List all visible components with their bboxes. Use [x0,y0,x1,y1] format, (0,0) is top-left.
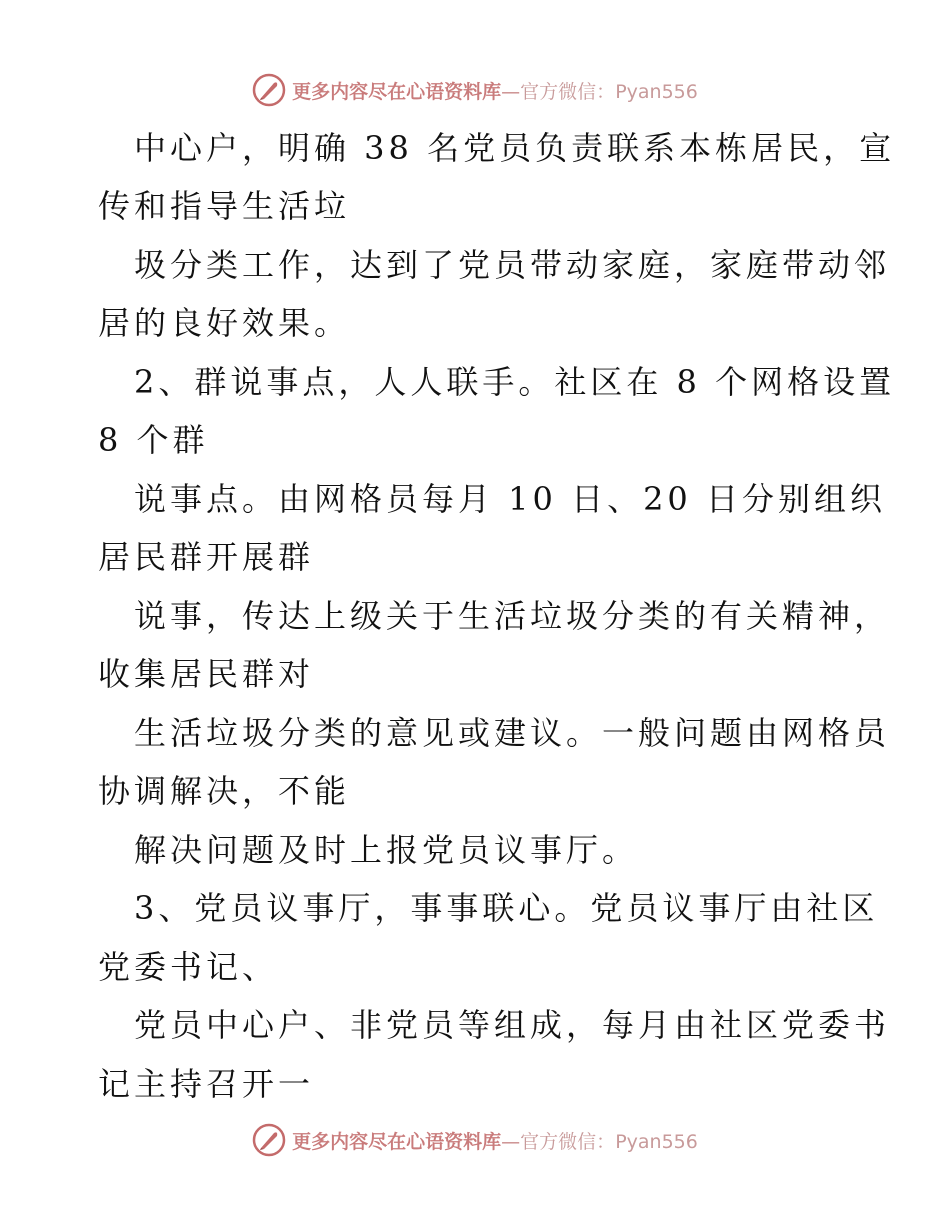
body-line: 协调解决，不能 [98,772,351,810]
body-line: 圾分类工作，达到了党员带动家庭，家庭带动邻 [98,246,891,284]
body-line: 解决问题及时上报党员议事厅。 [98,831,639,869]
body-line: 收集居民群对 [98,655,315,693]
body-line: 说事点。由网格员每月 10 日、20 日分别组织 [98,480,886,518]
body-line: 3、党员议事厅，事事联心。党员议事厅由社区 [98,889,879,927]
footer-watermark [0,1120,950,1160]
quill-logo-icon [252,1123,286,1157]
watermark-dash: — [501,80,521,103]
watermark-contact-id: Pyan556 [615,80,698,103]
body-line: 生活垃圾分类的意见或建议。一般问题由网格员 [98,714,891,752]
body-line: 居的良好效果。 [98,304,351,342]
body-line: 记主持召开一 [98,1065,315,1103]
body-line: 党委书记、 [98,948,279,986]
body-line: 党员中心户、非党员等组成，每月由社区党委书 [98,1006,891,1044]
watermark-contact-label: 官方微信： [520,80,616,103]
body-line: 2、群说事点，人人联手。社区在 8 个网格设置 [98,363,896,401]
body-line: 传和指导生活垃 [98,187,351,225]
body-line: 居民群开展群 [98,538,315,576]
watermark-dash: — [501,1130,521,1153]
watermark-brand: 更多内容尽在心语资料库 [292,80,502,103]
watermark-contact-label: 官方微信： [520,1130,616,1153]
body-line: 中心户，明确 38 名党员负责联系本栋居民，宣 [98,129,896,167]
body-line: 说事，传达上级关于生活垃圾分类的有关精神， [98,597,891,635]
watermark-brand: 更多内容尽在心语资料库 [292,1130,502,1153]
watermark-text [292,1127,698,1154]
body-line: 8 个群 [98,421,209,459]
watermark-contact-id: Pyan556 [615,1130,698,1153]
